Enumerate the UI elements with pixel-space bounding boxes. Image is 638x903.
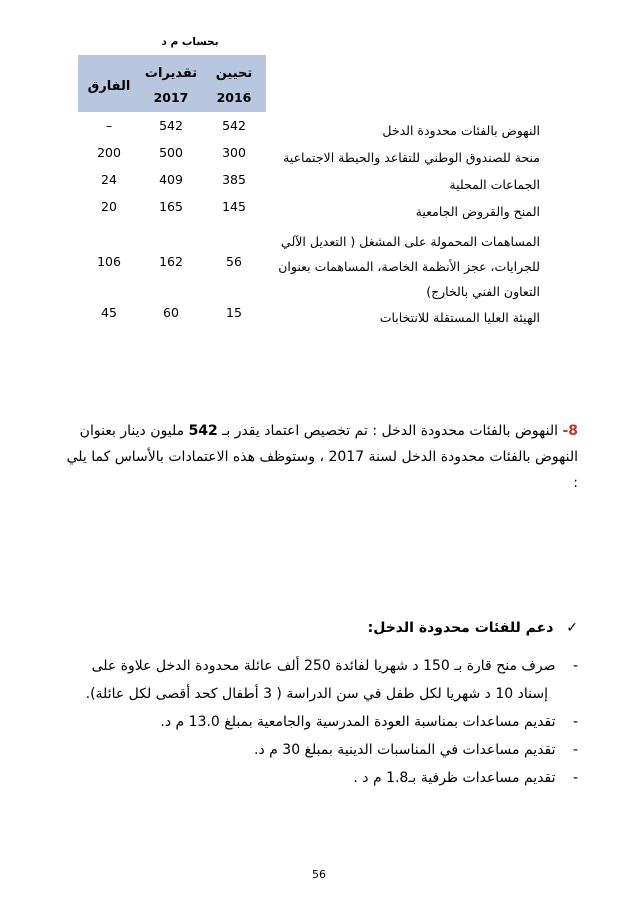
cell-diff: – xyxy=(105,118,113,133)
cell-revision: 300 xyxy=(222,145,246,160)
cell-estimate: 165 xyxy=(159,199,183,214)
support-heading-text: دعم للفئات محدودة الدخل: xyxy=(367,620,554,636)
cell-diff: 200 xyxy=(97,145,121,160)
amount-value: 542 xyxy=(188,423,218,439)
header-revision-label: تحيين xyxy=(215,66,253,81)
header-diff xyxy=(78,55,140,112)
header-revision xyxy=(202,55,266,112)
cell-revision: 15 xyxy=(226,305,242,320)
header-diff-label: الفارق xyxy=(87,79,131,94)
cell-diff: 24 xyxy=(101,172,117,187)
cell-diff: 106 xyxy=(97,254,121,269)
table-header xyxy=(78,55,266,112)
section-8-paragraph xyxy=(58,418,578,496)
table-row xyxy=(60,145,540,170)
cell-diff: 45 xyxy=(101,305,117,320)
list-item: - تقديم مساعدات ظرفية بـ1.8 م د . xyxy=(353,770,578,786)
cell-label: الهيئة العليا المستقلة للانتخابات xyxy=(379,310,540,325)
checkmark-icon: ✓ xyxy=(566,620,578,636)
table-row xyxy=(60,118,540,143)
section-number: 8- xyxy=(562,423,578,439)
cell-label: منحة للصندوق الوطني للتقاعد والحيطة الاجتماعية xyxy=(283,150,540,165)
section-8-line-2: النهوض بالفئات محدودة الدخل لسنة 2017 ، وستوظف هذه الاعتمادات بالأساس كما يلي : xyxy=(66,449,578,491)
list-item: - صرف منح قارة بـ 150 د شهريا لفائدة 250 ألف عائلة محدودة الدخل علاوة على xyxy=(91,658,578,674)
header-estimate-label: تقديرات xyxy=(144,66,198,81)
cell-revision: 542 xyxy=(222,118,246,133)
cell-estimate: 162 xyxy=(159,254,183,269)
page-number: 56 xyxy=(312,868,326,881)
list-item: - تقديم مساعدات بمناسبة العودة المدرسية والجامعية بمبلغ 13.0 م د. xyxy=(160,714,578,730)
cell-label: الجماعات المحلية xyxy=(449,177,540,192)
cell-estimate: 409 xyxy=(159,172,183,187)
cell-revision: 56 xyxy=(226,254,242,269)
table-row xyxy=(60,172,540,197)
support-heading xyxy=(178,620,578,636)
unit-note: بحساب م د xyxy=(161,36,219,48)
cell-estimate: 500 xyxy=(159,145,183,160)
cell-estimate: 542 xyxy=(159,118,183,133)
cell-label: المساهمات المحمولة على المشغل ( التعديل الآلي للجرايات، عجز الأنظمة الخاصة، المساهمات بعنوان التعاون الفني بالخارج) xyxy=(278,234,540,299)
header-estimate-year: 2017 xyxy=(153,90,189,105)
header-estimate xyxy=(140,55,202,112)
header-revision-year: 2016 xyxy=(216,90,252,105)
table-row xyxy=(60,229,540,304)
table-row xyxy=(60,305,540,330)
cell-estimate: 60 xyxy=(163,305,179,320)
list-item: - تقديم مساعدات في المناسبات الدينية بمبلغ 30 م د. xyxy=(254,742,578,758)
table-row xyxy=(60,199,540,224)
cell-diff: 20 xyxy=(101,199,117,214)
list-item-continuation: إسناد 10 د شهريا لكل طفل في سن الدراسة ( 3 أطفال كحد أقصى لكل عائلة). xyxy=(85,686,548,702)
section-8-line-1: 8- النهوض بالفئات محدودة الدخل : تم تخصيص اعتماد يقدر بـ 542 مليون دينار بعنوان xyxy=(79,423,578,439)
cell-label: النهوض بالفئات محدودة الدخل xyxy=(382,123,540,138)
cell-revision: 385 xyxy=(222,172,246,187)
cell-revision: 145 xyxy=(222,199,246,214)
support-list xyxy=(58,652,578,792)
cell-label: المنح والقروض الجامعية xyxy=(415,204,540,219)
